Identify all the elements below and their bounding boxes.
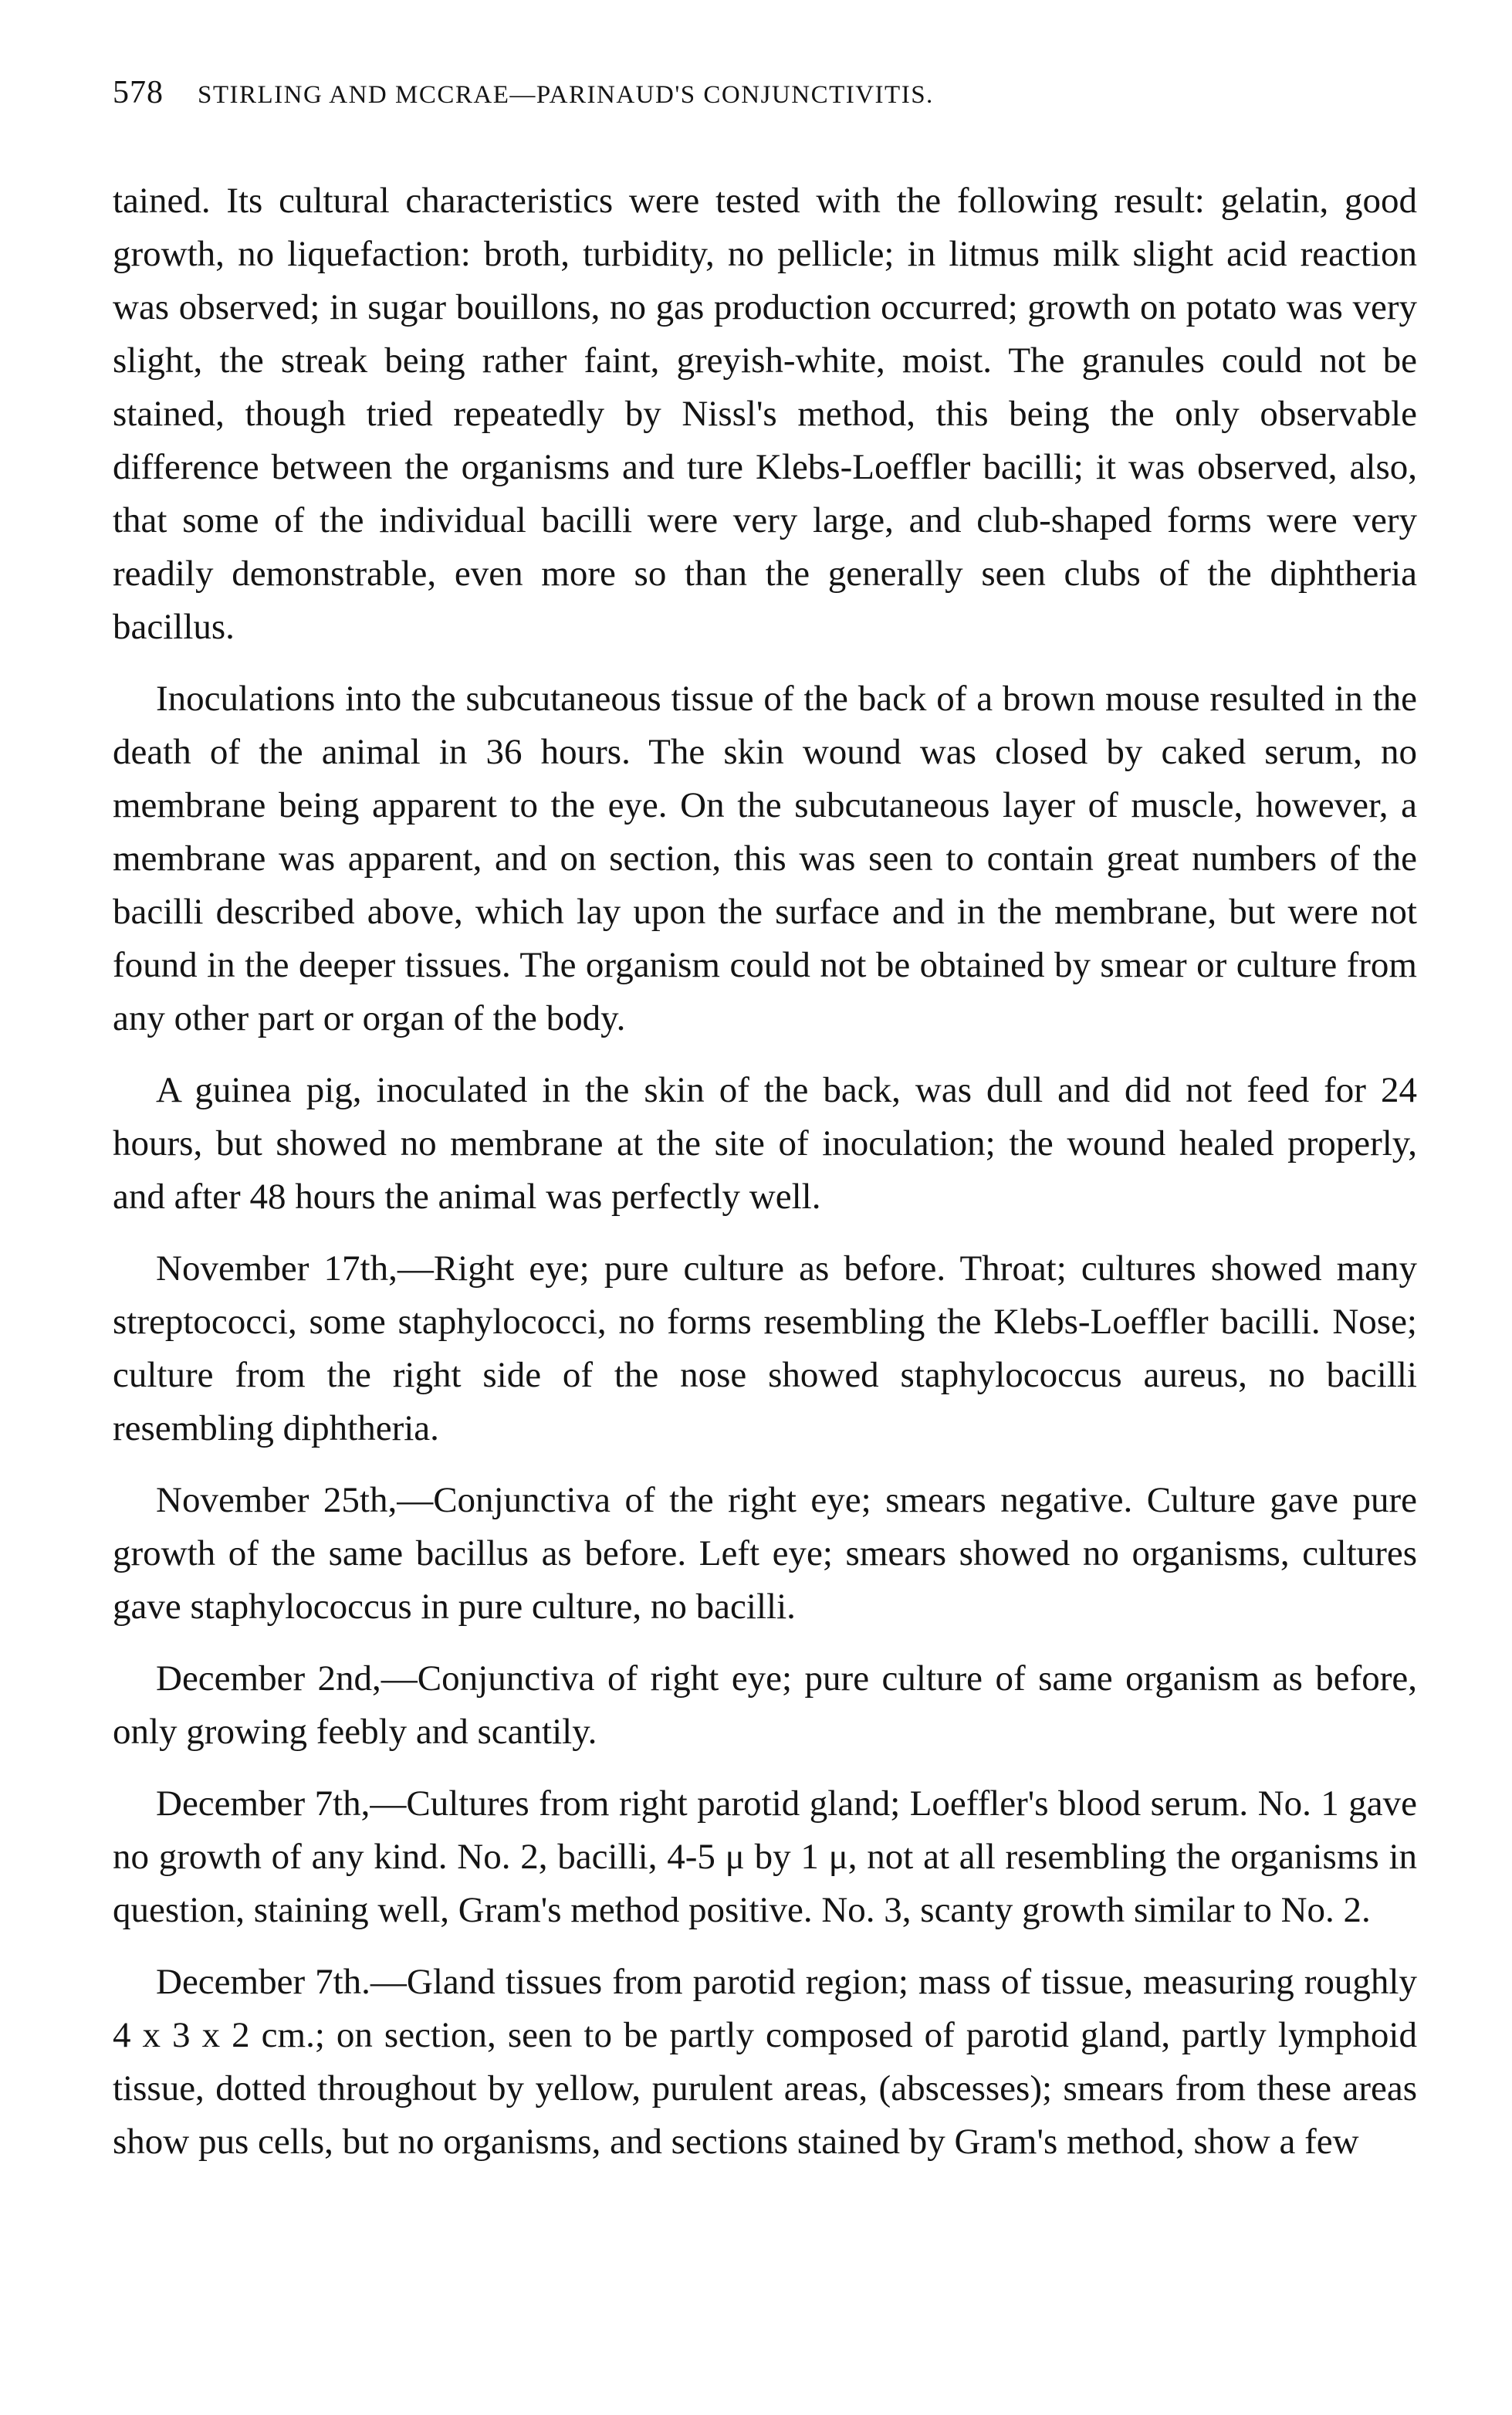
paragraph-cultural-characteristics: tained. Its cultural characteristics were tested with the following result: gelatin, good growth, no liquefaction: broth, turbidity, no pellicle; in litmus milk slight acid reaction was observed; in sugar bouillons, no gas production occurred; growth on potato was very slight, the streak being rather faint, greyish-white, moist. The granules could not be stained, though tried repeatedly by Nissl's method, this being the only observable difference between the organisms and ture Klebs-Loeffler bacilli; it was observed, also, that some of the individual bacilli were very large, and club-shaped forms were very readily demonstrable, even more so than the generally seen clubs of the diphtheria bacillus.	[113, 181, 1417, 647]
paragraph-december-7-cultures: December 7th,—Cultures from right parotid gland; Loeffler's blood serum. No. 1 gave no growth of any kind. No. 2, bacilli, 4-5 μ by 1 μ, not at all resembling the organisms in question, staining well, Gram's method positive. No. 3, scanty growth similar to No. 2.	[113, 1783, 1417, 1930]
paragraph-guinea-pig: A guinea pig, inoculated in the skin of the back, was dull and did not feed for 24 hours, but showed no membrane at the site of inoculation; the wound healed properly, and after 48 hours the animal was perfectly well.	[113, 1070, 1417, 1217]
paragraph-december-2: December 2nd,—Conjunctiva of right eye; pure culture of same organism as before, only growing feebly and scantily.	[113, 1658, 1417, 1752]
paragraph-november-25: November 25th,—Conjunctiva of the right eye; smears negative. Culture gave pure growth of the same bacillus as before. Left eye; smears showed no organisms, cultures gave staphylococcus in pure culture, no bacilli.	[113, 1480, 1417, 1627]
body-text	[113, 174, 1417, 2169]
page-number: 578	[113, 75, 164, 110]
running-head	[113, 74, 1417, 134]
paragraph-november-17: November 17th,—Right eye; pure culture as before. Throat; cultures showed many streptococci, some staphylococci, no forms resembling the Klebs-Loeffler bacilli. Nose; culture from the right side of the nose showed staphylococcus aureus, no bacilli resembling diphtheria.	[113, 1248, 1417, 1448]
running-title: STIRLING AND MCCRAE—PARINAUD'S CONJUNCTIVITIS.	[198, 81, 934, 109]
page	[113, 74, 1417, 2169]
paragraph-december-7-gland: December 7th.—Gland tissues from parotid region; mass of tissue, measuring roughly 4 x 3 x 2 cm.; on section, seen to be partly composed of parotid gland, partly lymphoid tissue, dotted throughout by yellow, purulent areas, (abscesses); smears from these areas show pus cells, but no organisms, and sections stained by Gram's method, show a few	[113, 1962, 1417, 2162]
paragraph-mouse-inoculation: Inoculations into the subcutaneous tissue of the back of a brown mouse resulted in the death of the animal in 36 hours. The skin wound was closed by caked serum, no membrane being apparent to the eye. On the subcutaneous layer of muscle, however, a membrane was apparent, and on section, this was seen to contain great numbers of the bacilli described above, which lay upon the surface and in the membrane, but were not found in the deeper tissues. The organism could not be obtained by smear or culture from any other part or organ of the body.	[113, 679, 1417, 1038]
